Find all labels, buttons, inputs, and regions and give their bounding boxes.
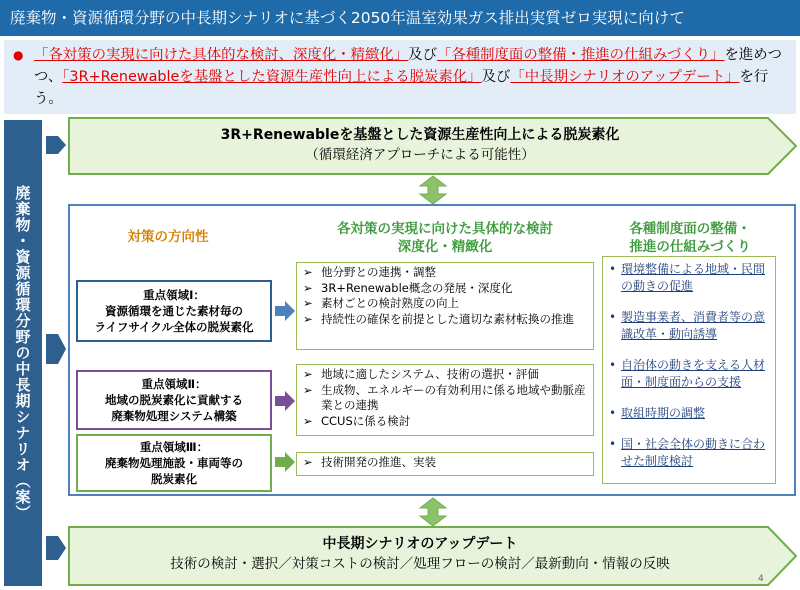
sidebar-arrow-mid-icon — [46, 334, 66, 364]
bottom-goal-title: 中長期シナリオのアップデート — [322, 536, 518, 552]
focus-area-3 — [76, 434, 272, 492]
intro-panel — [4, 40, 796, 114]
bullet-dot-icon: • — [609, 437, 617, 451]
intro-conj-2: を進めつつ、 — [34, 47, 783, 85]
measure-item: ➢ 技術開発の推進、実装 — [303, 455, 436, 469]
arrow-bullet-icon: ➢ — [303, 367, 313, 381]
focus-area-1-name: 重点領域Ⅰ： — [143, 288, 205, 302]
scenario-sidebar — [4, 120, 42, 586]
sidebar-arrow-bottom-icon — [46, 536, 66, 560]
arrow-bullet-icon: ➢ — [303, 382, 313, 397]
top-goal-title: 3R+Renewableを基盤とした資源生産性向上による脱炭素化 — [220, 127, 620, 143]
measure-item: ➢ 持続性の確保を前提とした適切な素材転換の推進 — [303, 311, 574, 326]
area-2-arrow-icon — [274, 390, 296, 412]
focus-area-1 — [76, 280, 272, 342]
sidebar-arrow-top-icon — [46, 136, 66, 154]
measures-header-line1: 各対策の実現に向けた具体的な検討 — [337, 221, 553, 237]
direction-header: 対策の方向性 — [127, 229, 209, 245]
measure-item: ➢ 3R+Renewable概念の発展・深度化 — [303, 280, 513, 295]
intro-end: を行う。 — [34, 69, 769, 107]
bullet-dot-icon: • — [609, 310, 617, 324]
bullet-dot-icon: • — [609, 358, 617, 372]
intro-highlight-4: 「中長期シナリオのアップデート」 — [510, 69, 740, 85]
institutional-header-line1: 各種制度面の整備・ — [629, 221, 751, 237]
bottom-goal — [80, 534, 760, 574]
sidebar-arrows — [44, 136, 68, 576]
measures-box-2 — [296, 364, 594, 436]
focus-area-1-line1: 資源循環を通じた素材毎の — [105, 304, 243, 318]
measure-item: ➢ 素材ごとの検討熟度の向上 — [303, 296, 459, 310]
focus-area-2-name: 重点領域Ⅱ： — [141, 377, 207, 391]
intro-conj-1: 及び — [408, 47, 437, 63]
institutional-item: • 国・社会全体の動きに合わせた制度検討 — [609, 437, 766, 468]
measure-item: ➢ 他分野との連携・調整 — [303, 265, 436, 279]
measures-box-3 — [296, 452, 594, 476]
focus-area-1-line2: ライフサイクル全体の脱炭素化 — [94, 320, 254, 334]
measures-header — [300, 220, 590, 256]
arrow-bullet-icon: ➢ — [303, 296, 313, 310]
arrow-bullet-icon: ➢ — [303, 413, 313, 428]
measure-item: ➢ 地域に適したシステム、技術の選択・評価 — [303, 367, 539, 381]
arrow-bullet-icon: ➢ — [303, 280, 313, 295]
page-title: 廃棄物・資源循環分野の中長期シナリオに基づく2050年温室効果ガス排出実質ゼロ実現に向けて — [0, 0, 800, 36]
double-arrow-bottom-icon — [418, 497, 448, 527]
institutional-header-line2: 推進の仕組みづくり — [629, 239, 751, 255]
intro-conj-3: 及び — [481, 69, 511, 85]
bullet-dot-icon: • — [609, 262, 617, 276]
area-3-arrow-icon — [274, 451, 296, 473]
focus-area-3-line1: 廃棄物処理施設・車両等の — [105, 456, 243, 470]
measure-item: ➢ 生成物、エネルギーの有効利用に係る地域や動脈産業との連携 — [303, 382, 586, 412]
institutional-box — [602, 256, 776, 484]
focus-area-3-name: 重点領域Ⅲ： — [139, 440, 209, 454]
top-goal-subtitle: （循環経済アプローチによる可能性） — [305, 147, 535, 163]
intro-text — [34, 44, 794, 110]
double-arrow-top-icon — [418, 175, 448, 205]
focus-area-2-line2: 廃棄物処理システム構築 — [111, 409, 237, 423]
page-number: 4 — [758, 574, 764, 584]
top-goal — [80, 125, 760, 165]
measures-header-line2: 深度化・精緻化 — [397, 239, 493, 255]
arrow-bullet-icon: ➢ — [303, 265, 313, 279]
institutional-item: • 製造事業者、消費者等の意識改革・動向誘導 — [609, 310, 766, 341]
bullet-icon: ● — [13, 48, 24, 62]
measure-item: ➢ CCUSに係る検討 — [303, 413, 411, 428]
intro-highlight-1: 「各対策の実現に向けた具体的な検討、深度化・精緻化」 — [34, 47, 409, 63]
arrow-bullet-icon: ➢ — [303, 311, 313, 326]
institutional-item: • 取組時期の調整 — [609, 406, 706, 420]
focus-area-3-line2: 脱炭素化 — [151, 472, 197, 486]
bullet-dot-icon: • — [609, 406, 617, 420]
measures-box-1 — [296, 262, 594, 350]
bottom-goal-subtitle: 技術の検討・選択／対策コストの検討／処理フローの検討／最新動向・情報の反映 — [170, 556, 670, 572]
intro-highlight-2: 「各種制度面の整備・推進の仕組みづくり」 — [436, 47, 725, 63]
arrow-bullet-icon: ➢ — [303, 455, 313, 469]
area-1-arrow-icon — [274, 300, 296, 322]
intro-highlight-3: 「3R+Renewableを基盤とした資源生産性向上による脱炭素化」 — [62, 69, 482, 85]
sidebar-label: 廃棄物・資源循環分野の中長期シナリオ（案） — [13, 185, 32, 521]
institutional-header — [602, 220, 778, 256]
institutional-item: • 環境整備による地域・民間の動きの促進 — [609, 262, 766, 293]
institutional-item: • 自治体の動きを支える人材面・制度面からの支援 — [609, 358, 766, 389]
focus-area-2-line1: 地域の脱炭素化に貢献する — [105, 393, 243, 407]
focus-area-2 — [76, 370, 272, 430]
